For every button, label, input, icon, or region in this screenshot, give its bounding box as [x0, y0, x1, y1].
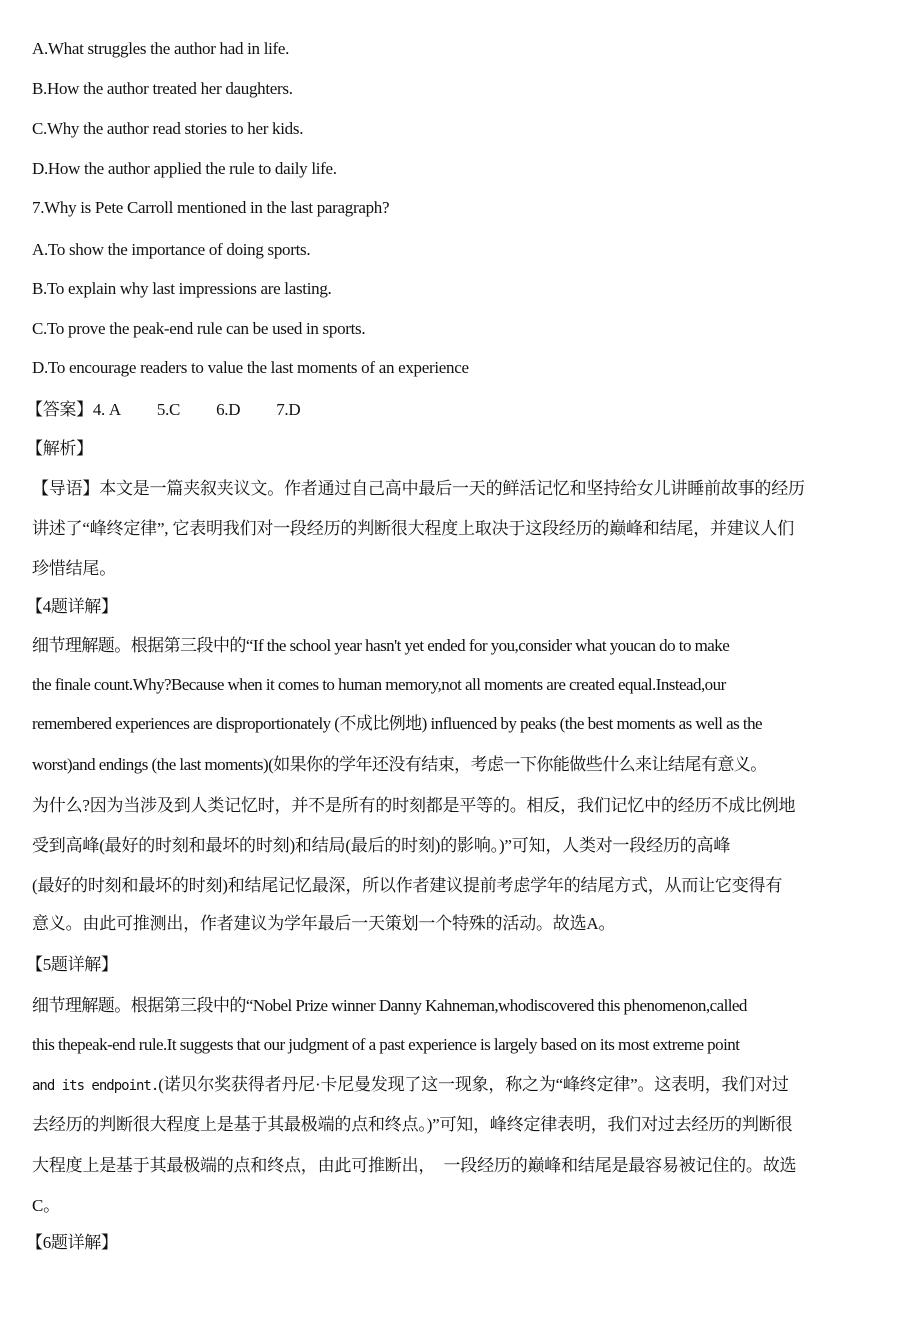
- answer-item: 4. A: [92, 400, 121, 419]
- q6-option-b: B.How the author treated her daughters.: [32, 79, 293, 98]
- q7-option-a: A.To show the importance of doing sports.: [32, 240, 311, 259]
- q4-line: 细节理解题。根据第三段中的“If the school year hasn't yet ended for you,consider what youcan do to make: [32, 636, 730, 655]
- q4-heading: 【4题详解】: [26, 597, 118, 616]
- q5-line: 去经历的判断很大程度上是基于其最极端的点和终点。)”可知，峰终定律表明，我们对过去经历的判断很: [32, 1115, 793, 1134]
- q7-option-d: D.To encourage readers to value the last moments of an experience: [32, 358, 469, 377]
- q4-line: 受到高峰(最好的时刻和最坏的时刻)和结局(最后的时刻)的影响。)”可知，人类对一段经历的高峰: [32, 836, 731, 855]
- q5-line: 细节理解题。根据第三段中的“Nobel Prize winner Danny Kahneman,whodiscovered this phenomenon,called: [32, 996, 747, 1015]
- q6-option-a: A.What struggles the author had in life.: [32, 39, 290, 58]
- q6-option-c: C.Why the author read stories to her kids.: [32, 119, 304, 138]
- intro-line: 讲述了“峰终定律”, 它表明我们对一段经历的判断很大程度上取决于这段经历的巅峰和结尾，并建议人们: [32, 519, 794, 538]
- q5-line-cjk-part: (诺贝尔奖获得者丹尼·卡尼曼发现了这一现象，称之为“峰终定律”。这表明，我们对过: [158, 1075, 789, 1094]
- q7-stem: 7.Why is Pete Carroll mentioned in the last paragraph?: [32, 198, 390, 217]
- q4-line: 为什么?因为当涉及到人类记忆时，并不是所有的时刻都是平等的。相反，我们记忆中的经历不成比例地: [32, 796, 796, 815]
- q5-heading: 【5题详解】: [26, 955, 118, 974]
- q4-line: (最好的时刻和最坏的时刻)和结尾记忆最深，所以作者建议提前考虑学年的结尾方式，从而让它变得有: [32, 876, 783, 895]
- q6-heading: 【6题详解】: [26, 1233, 118, 1252]
- q5-line: [32, 1075, 789, 1096]
- q4-line: the finale count.Why?Because when it comes to human memory,not all moments are created equal.Instead,our: [32, 675, 726, 694]
- q5-line-mono-part: and its endpoint.: [32, 1078, 159, 1094]
- intro-line: 【导语】本文是一篇夹叙夹议文。作者通过自己高中最后一天的鲜活记忆和坚持给女儿讲睡前故事的经历: [32, 479, 805, 498]
- q4-line: 意义。由此可推测出，作者建议为学年最后一天策划一个特殊的活动。故选A。: [32, 914, 616, 933]
- answer-item: 7.D: [276, 400, 301, 419]
- q5-line: C。: [32, 1196, 60, 1215]
- answer-line: [26, 400, 300, 420]
- analysis-label: 【解析】: [26, 439, 93, 458]
- answer-label: 【答案】: [26, 400, 93, 419]
- intro-line: 珍惜结尾。: [32, 559, 116, 578]
- q4-line: worst)and endings (the last moments)(如果你的学年还没有结束，考虑一下你能做些什么来让结尾有意义。: [32, 755, 767, 774]
- q7-option-b: B.To explain why last impressions are lasting.: [32, 279, 332, 298]
- answer-item: 6.D: [216, 400, 241, 419]
- answer-item: 5.C: [156, 400, 181, 419]
- q5-line: this thepeak-end rule.It suggests that our judgment of a past experience is largely based on its most extreme point: [32, 1035, 740, 1054]
- q5-line: 大程度上是基于其最极端的点和终点，由此可推断出， 一段经历的巅峰和结尾是最容易被记住的。故选: [32, 1156, 797, 1175]
- q4-line: remembered experiences are disproportionately (不成比例地) influenced by peaks (the best moments as well as the: [32, 714, 763, 733]
- q7-option-c: C.To prove the peak-end rule can be used in sports.: [32, 319, 366, 338]
- q6-option-d: D.How the author applied the rule to daily life.: [32, 159, 337, 178]
